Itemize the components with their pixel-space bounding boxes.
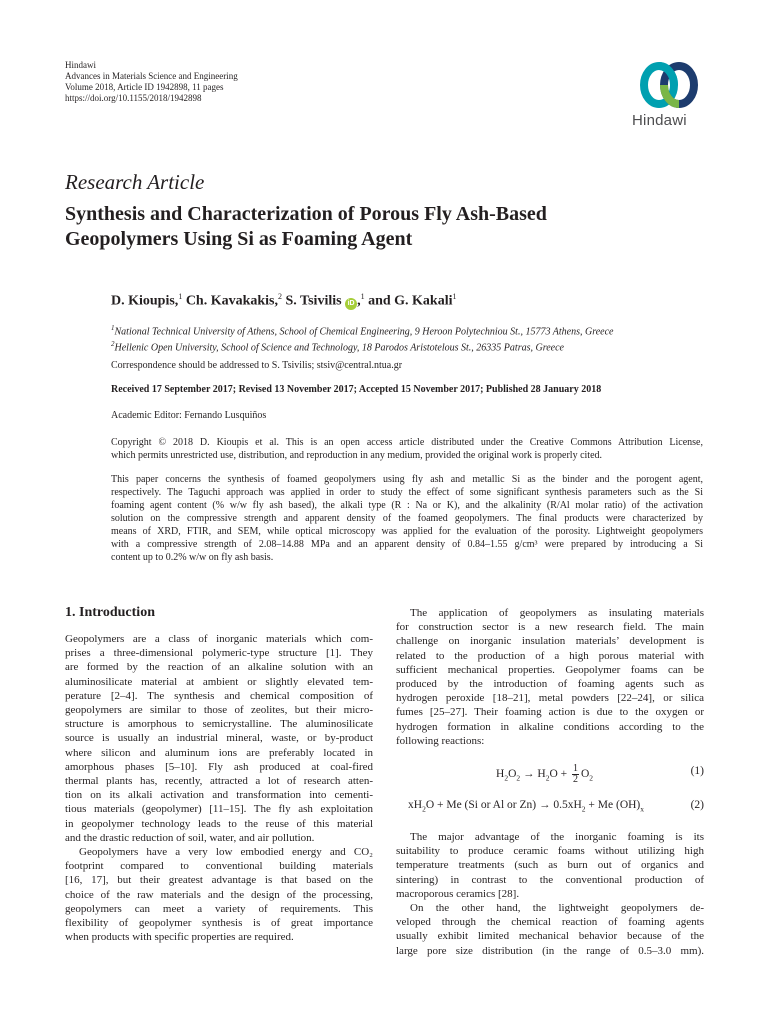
journal-name: Advances in Materials Science and Engineering bbox=[65, 71, 238, 81]
text-line: temperature treatments (such as burn out of organics and bbox=[396, 859, 704, 872]
text-line: Geopolymers have a very low embodied energy and CO₂ bbox=[79, 846, 373, 859]
text-line: hydrogen peroxide [18–21], metal powders [22–24], or silica bbox=[396, 692, 704, 705]
author-list: D. Kioupis,$^1$ Ch. Kavakakis,$^2$ S. Tsivilis iD ,$^1$ and G. Kakali$^1$ bbox=[111, 292, 457, 309]
abstract-line: content up to 0.2% w/w on fly ash basis. bbox=[111, 552, 274, 563]
author-name[interactable]: D. Kioupis, bbox=[111, 293, 179, 309]
correspondence: Correspondence should be addressed to S. Tsivilis; stsiv@central.ntua.gr bbox=[111, 360, 403, 371]
abstract-line: solution on the compressive strength and apparent density of the foamed geopolymers. The final products were characterized by bbox=[111, 513, 703, 524]
title-line: Geopolymers Using Si as Foaming Agent bbox=[65, 228, 413, 250]
text-line: and the drastic reduction of soil, water, and air pollution. bbox=[65, 831, 315, 844]
text-line: produced by the introduction of foaming agents such as bbox=[396, 678, 704, 691]
text-line: perature [2–4]. The synthesis and chemical composition of bbox=[65, 689, 373, 702]
journal-header bbox=[65, 60, 238, 104]
text-line: source is usually an industrial mineral, waste, or by-product bbox=[65, 732, 373, 745]
text-line: usually exhibit limited mechanical behavior because of the bbox=[396, 930, 704, 943]
text-line: hydrogen formation in alkaline conditions according to the bbox=[396, 720, 704, 733]
article-title bbox=[65, 202, 705, 252]
text-line: footprint compared to conventional building materials bbox=[65, 860, 373, 873]
volume-info: Volume 2018, Article ID 1942898, 11 pages bbox=[65, 82, 224, 92]
author-name[interactable]: S. Tsivilis bbox=[282, 293, 342, 309]
author-name[interactable]: and G. Kakali bbox=[364, 293, 453, 309]
affiliation-marker: 1 bbox=[178, 292, 183, 301]
right-column-text bbox=[396, 606, 704, 958]
article-dates: Received 17 September 2017; Revised 13 November 2017; Accepted 15 November 2017; Published 28 January 2018 bbox=[111, 384, 602, 395]
left-column-text bbox=[65, 632, 373, 944]
text-line: large pore size distribution (in the range of 0.5–3.0 mm). bbox=[396, 944, 704, 957]
hindawi-logo bbox=[632, 60, 712, 129]
text-line: fumes [25–27]. Their foaming action is due to the oxygen or bbox=[396, 706, 704, 719]
abstract-line: respectively. The Taguchi approach was applied in order to study the effect of some significant synthesis parameters such as the Si bbox=[111, 487, 703, 498]
text-line: are formed by the reaction of an alkaline solution with an bbox=[65, 661, 373, 674]
text-line: The application of geopolymers as insulating materials bbox=[410, 607, 704, 619]
text-line: aluminosilicate material at ambient or slightly elevated tem- bbox=[65, 675, 373, 688]
abstract bbox=[111, 473, 703, 564]
text-line: On the other hand, the lightweight geopolymers de- bbox=[410, 902, 704, 915]
title-line: Synthesis and Characterization of Porous Fly Ash-Based bbox=[65, 203, 547, 225]
text-line: veloped through the chemical reaction of foaming agents bbox=[396, 916, 704, 929]
author-name[interactable]: Ch. Kavakakis, bbox=[182, 293, 279, 309]
text-line: [16, 17], but their greatest advantage is that based on the bbox=[65, 874, 373, 887]
text-line: challenge on inorganic insulation materials’ development is bbox=[396, 635, 704, 648]
text-line: when products with specific properties are required. bbox=[65, 931, 294, 944]
equation-number: (2) bbox=[690, 799, 704, 812]
equation-number: (1) bbox=[690, 765, 704, 778]
publisher-name: Hindawi bbox=[65, 60, 96, 70]
section-heading: 1. Introduction bbox=[65, 605, 155, 620]
copyright-line: Copyright © 2018 D. Kioupis et al. This is an open access article distributed under the Creative Commons Attribution License, bbox=[111, 437, 703, 448]
affiliations bbox=[111, 322, 614, 355]
text-line: following reactions: bbox=[396, 734, 485, 747]
abstract-line: foaming agent content (% w/w fly ash based), the alkali type (R : Na or K), and the alkalinity (R/Al molar ratio) of the activation bbox=[111, 500, 703, 511]
text-line: macroporous ceramics [28]. bbox=[396, 887, 520, 900]
right-column-top bbox=[396, 606, 704, 748]
text-line: geopolymers are similar to those of zeolites, but their micro- bbox=[65, 704, 373, 717]
text-line: The major advantage of the inorganic foaming is its bbox=[410, 831, 704, 844]
text-line: suitability to produce ceramic foams without utilizing high bbox=[396, 845, 704, 858]
academic-editor: Academic Editor: Fernando Lusquiños bbox=[111, 410, 267, 421]
affiliation-marker: 2 bbox=[278, 292, 283, 301]
text-line: amorphous phases [5–10]. Fly ash produced at coal-fired bbox=[65, 760, 373, 773]
text-line: sintering) in contrast to the conventional production of bbox=[396, 873, 704, 886]
text-line: flexibility of geopolymer synthesis is of great importance bbox=[65, 917, 373, 930]
orcid-icon[interactable]: iD bbox=[345, 298, 357, 310]
affiliation-marker: 1 bbox=[452, 292, 457, 301]
text-line: structure is amorphous to semicrystalline. The aluminosilicate bbox=[65, 718, 373, 731]
copyright-notice bbox=[111, 436, 703, 462]
text-line: related to the production of a high porous material with bbox=[396, 649, 704, 662]
doi-link[interactable]: https://doi.org/10.1155/2018/1942898 bbox=[65, 93, 202, 103]
affiliation-item: $^1$National Technical University of Athens, School of Chemical Engineering, 9 Heroon Polytechniou St., 15773 Athens, Greece bbox=[111, 324, 614, 338]
text-line: choice of the raw materials and the design of the processing, bbox=[65, 888, 373, 901]
text-line: prises a three-dimensional polymeric-type structure [1]. They bbox=[65, 647, 373, 660]
logo-text: Hindawi bbox=[632, 112, 687, 129]
right-column-bottom bbox=[396, 830, 704, 958]
affiliation-item: $^2$Hellenic Open University, School of Science and Technology, 18 Parodos Aristotelous St., 26335 Patras, Greece bbox=[111, 340, 564, 354]
text-line: geopolymers can meet a variety of requirements. This bbox=[65, 902, 373, 915]
abstract-line: with a compressive strength of 2.08–14.88 MPa and an apparent density of 0.84–1.55 g/cm³ were prepared by introducing a Si bbox=[111, 539, 703, 550]
text-line: for construction sector is a new research field. The main bbox=[396, 621, 704, 634]
text-line: tious materials (geopolymer) [11–15]. The fly ash exploitation bbox=[65, 803, 373, 816]
equation-2: $xH_2O + Me$ (Si or Al or $Zn) \to 0.5xH_2 + Me$ $(OH)_x$ (2) bbox=[408, 799, 704, 814]
abstract-line: This paper concerns the synthesis of foamed geopolymers using fly ash and metallic Si as the binder and the porogent agent, bbox=[111, 474, 703, 485]
abstract-line: means of XRD, FTIR, and SEM, while optical microscopy was applied for the evaluation of the porosity. Lightweight geopolymers bbox=[111, 526, 703, 537]
text-line: tion on its alkali activation and transformation into cementi- bbox=[65, 789, 373, 802]
copyright-line: which permits unrestricted use, distribution, and reproduction in any medium, provided the original work is properly cited. bbox=[111, 450, 603, 461]
hindawi-rings-icon bbox=[638, 60, 700, 110]
affiliation-marker: 1 bbox=[360, 292, 365, 301]
text-line: in geopolymer technology leads to the reuse of this material bbox=[65, 817, 373, 830]
text-line: where silicon and aluminum ions are preferably located in bbox=[65, 746, 373, 759]
equation-1: $H_2O_2 \to H_2O$ + $\frac{1}{2}$ $O_2$ (1) bbox=[496, 763, 704, 786]
text-line: Geopolymers are a class of inorganic materials which com- bbox=[65, 633, 373, 645]
text-line: thermal plants has, recently, attracted a lot of research atten- bbox=[65, 775, 373, 788]
article-type: Research Article bbox=[65, 170, 205, 194]
text-line: sufficient mechanical properties. Geopolymer foams can be bbox=[396, 663, 704, 676]
